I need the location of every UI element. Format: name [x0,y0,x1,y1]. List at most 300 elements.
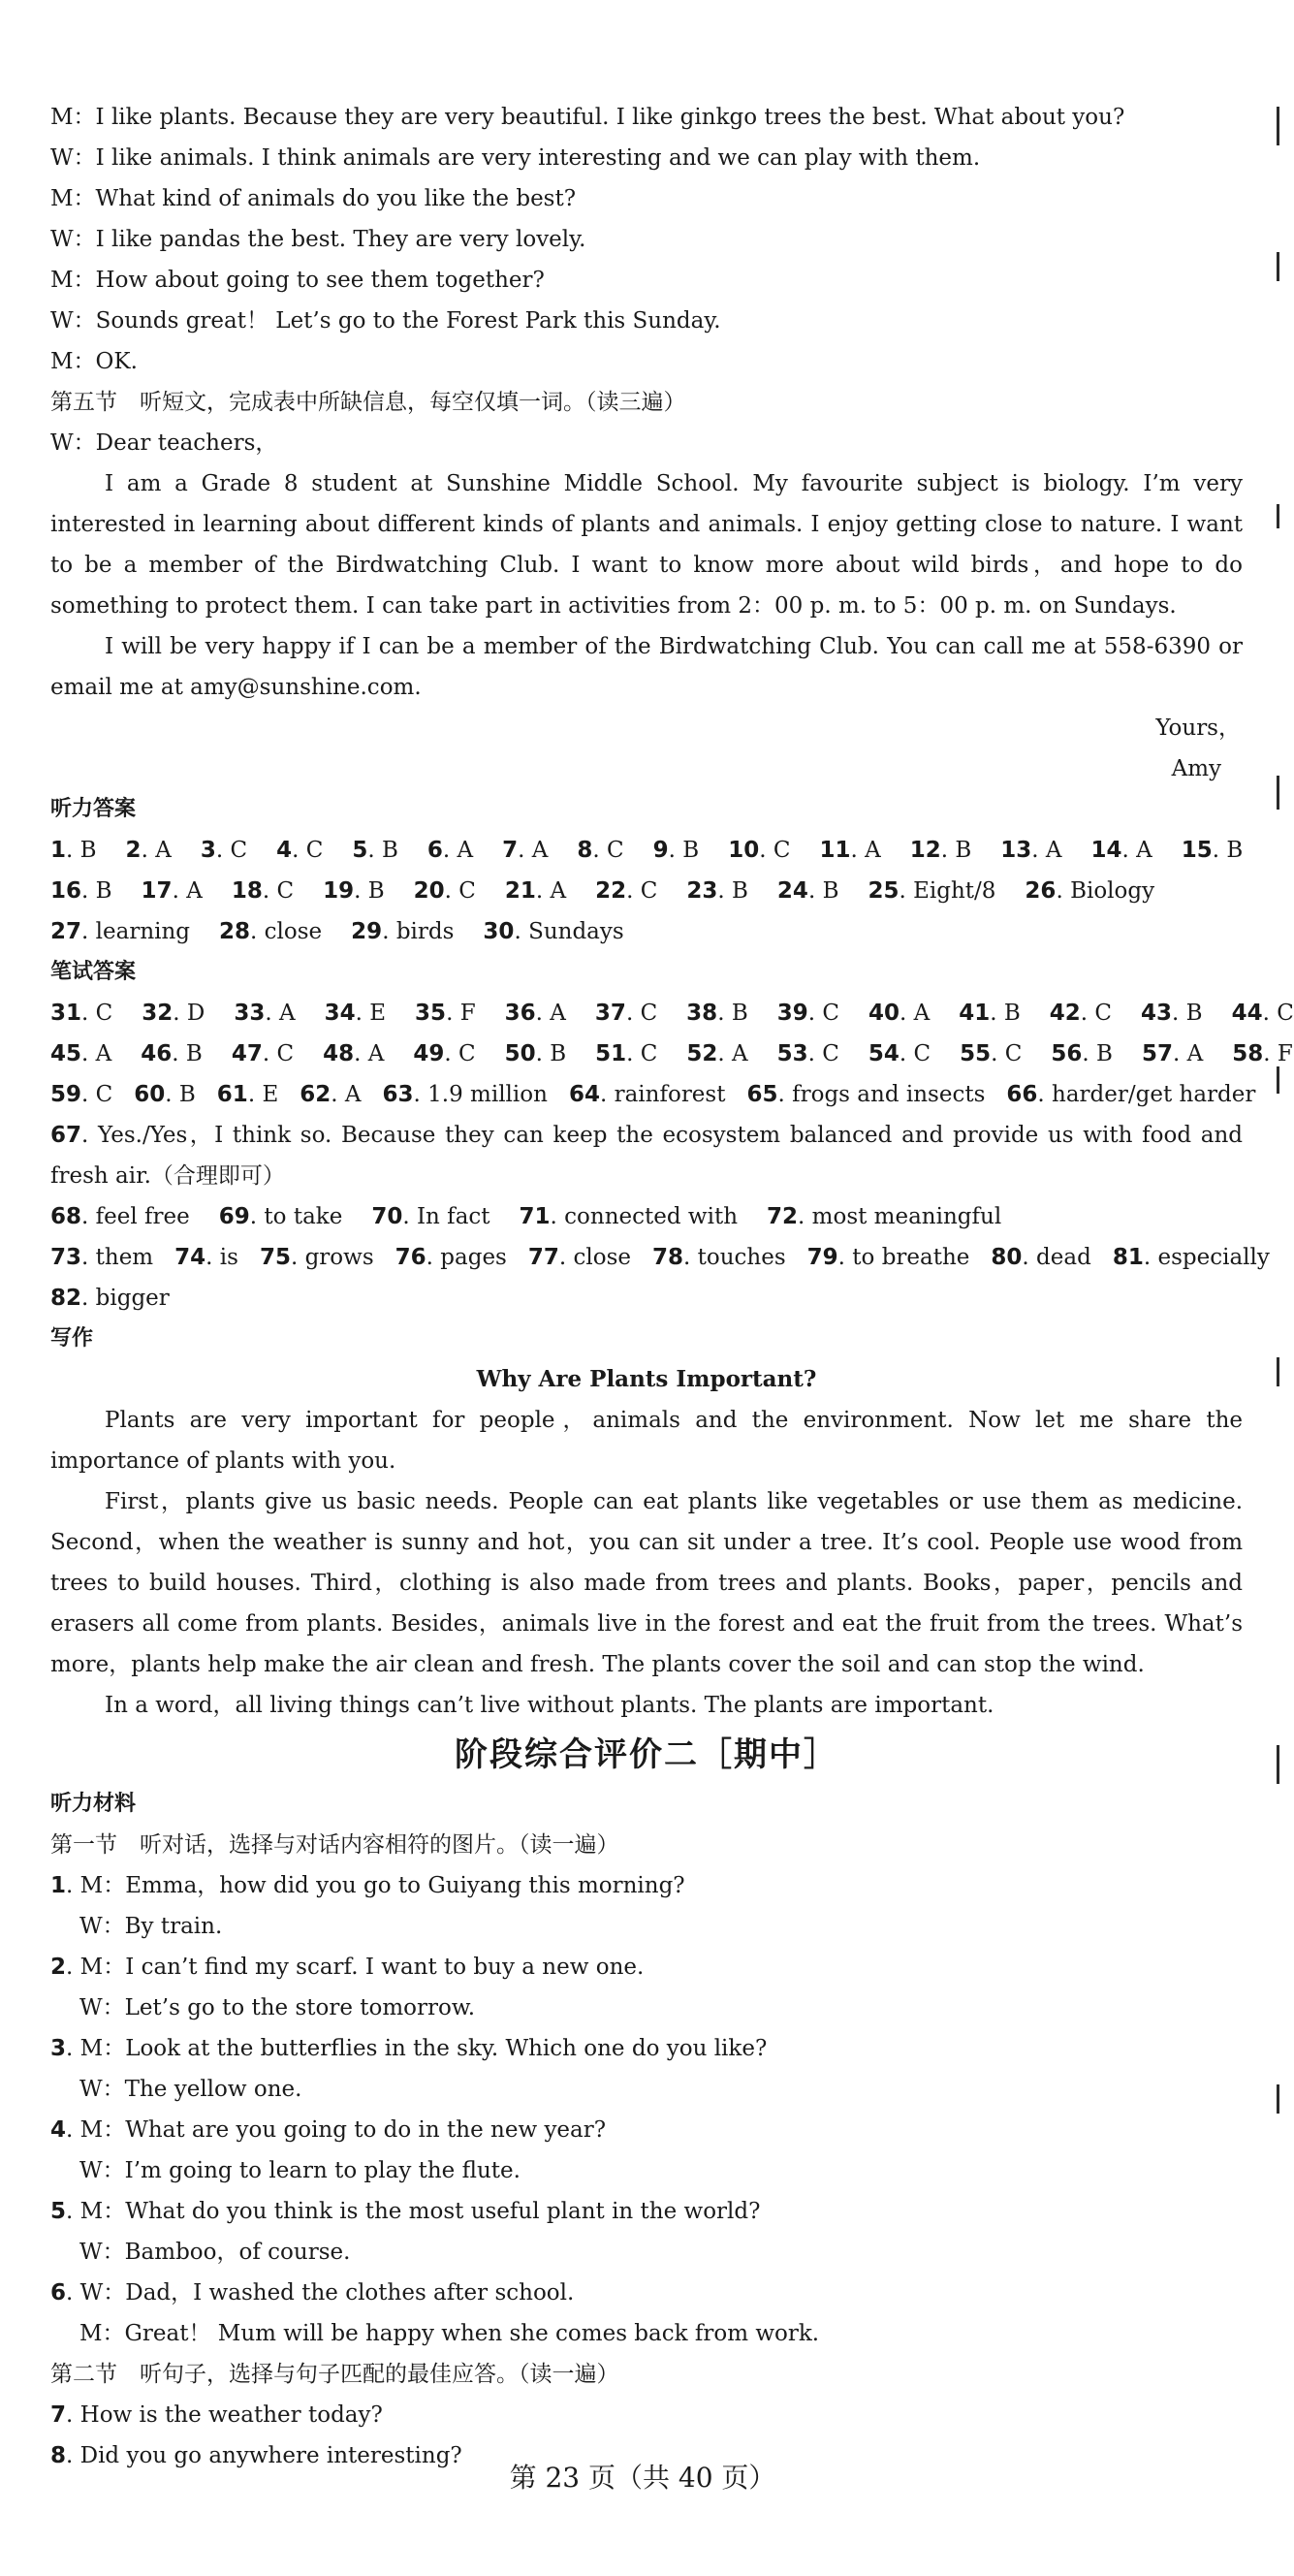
answer-number: 72 [767,1204,799,1229]
answer-row [50,993,1294,1034]
answer-text: F [459,1001,476,1026]
answer-item: 60. B [134,1082,196,1107]
answer-text: A [457,838,474,863]
dialogue-line: M：OK. [50,349,138,374]
answer-item: 36. A [504,1001,566,1026]
answer-number: 38 [686,1001,718,1026]
answer-text: A [531,838,549,863]
answer-text: Eight/8 [913,878,996,904]
answer-number: 81 [1112,1245,1144,1270]
answer-item: 33. A [234,1001,296,1026]
item-number: 4 [50,2117,67,2143]
dialogue-item-line: 6. W：Dad，I washed the clothes after school. [50,2280,575,2306]
dialogue-text: M：What are you going to do in the new year? [79,2117,607,2143]
answer-text: learning [95,919,191,944]
answer-number: 31 [50,1001,82,1026]
answer-item: 28. close [219,919,323,944]
answer-number: 8 [577,838,593,863]
answer-number: 66 [1006,1082,1038,1107]
answer-number: 55 [960,1041,992,1066]
answer-text: C [822,1001,839,1026]
answer-number: 71 [519,1204,551,1229]
dialogue-item-line: 5. M：What do you think is the most useful plant in the world? [50,2199,761,2224]
answer-text: most meaningful [811,1204,1002,1229]
answer-number: 45 [50,1041,82,1066]
answer-number: 22 [595,878,627,904]
answer-text: A [550,878,567,904]
item-number: 3 [50,2036,67,2061]
answer-number: 49 [413,1041,445,1066]
essay-paragraph: Plants are very important for people，animals and the environment. Now let me share the importance of plants with you. [50,1408,1243,1474]
answer-text: close [573,1245,631,1270]
answer-text: especially [1157,1245,1270,1270]
answer-text: C [230,838,248,863]
answer-number: 82 [50,1286,82,1311]
answer-number: 61 [216,1082,248,1107]
answer-text: A [1186,1041,1204,1066]
answer-item: 26. Biology [1025,878,1155,904]
answer-text: B [178,1082,196,1107]
answer-item: 32. D [142,1001,205,1026]
answer-number: 40 [868,1001,899,1026]
question-number: 7 [50,2402,67,2428]
answer-number: 26 [1025,878,1057,904]
answer-number: 13 [1000,838,1032,863]
answer-item: 40. A [868,1001,931,1026]
question-text: How is the weather today? [79,2402,383,2428]
letter-paragraph: I will be very happy if I can be a member of the Birdwatching Club. You can call me at 558-6390 or email me at amy@sunshine.com. [50,634,1243,700]
answer-item: 18. C [231,878,295,904]
answer-row [50,830,1243,871]
answer-text: close [264,919,323,944]
answer-text: B [1226,838,1244,863]
answer-text: B [1096,1041,1113,1066]
answer-item: 50. B [504,1041,567,1066]
answer-item: 23. B [686,878,748,904]
dialogue-item-line: 4. M：What are you going to do in the new year? [50,2117,607,2143]
answer-item: 70. In fact [371,1204,490,1229]
answer-item: 15. B [1181,838,1244,863]
answer-number: 29 [351,919,383,944]
answer-item: 41. B [959,1001,1021,1026]
answer-text: harder/get harder [1052,1082,1256,1107]
answer-number: 24 [776,878,808,904]
answer-item: 82. bigger [50,1286,170,1311]
answer-text: touches [697,1245,786,1270]
answer-number: 68 [50,1204,82,1229]
answer-item: 38. B [686,1001,748,1026]
answer-number: 33 [234,1001,266,1026]
answer-number: 12 [909,838,941,863]
answer-number: 2 [125,838,142,863]
answer-item: 25. Eight/8 [868,878,996,904]
answer-number: 52 [686,1041,718,1066]
binding-edge-decoration [1260,97,1285,2230]
answer-text: C [458,878,476,904]
answer-item: 58. F [1232,1041,1293,1066]
part1-title: 第一节 听对话，选择与对话内容相符的图片。（读一遍） [50,1832,619,1858]
answer-item: 31. C [50,1001,113,1026]
answer-item: 39. C [776,1001,839,1026]
answer-text: A [367,1041,385,1066]
answer-text: Yes./Yes，I think so. Because they can keep the ecosystem balanced and provide us with food and fresh air.（合理即可） [50,1123,1243,1189]
letter-closing: Yours， [1155,716,1241,741]
answer-text: C [773,838,791,863]
dialogue-item-line: 1. M：Emma，how did you go to Guiyang this morning? [50,1873,685,1898]
answer-row [50,1074,1256,1115]
answer-number: 42 [1049,1001,1081,1026]
answer-text: frogs and insects [792,1082,986,1107]
answer-item: 37. C [594,1001,658,1026]
answer-number: 20 [413,878,445,904]
answer-text: grows [304,1245,374,1270]
answer-text: connected with [564,1204,739,1229]
answer-number: 64 [568,1082,600,1107]
answer-number: 39 [776,1001,808,1026]
answer-text: A [1045,838,1062,863]
writing-heading: 写作 [50,1326,94,1351]
answer-text: C [458,1041,476,1066]
answer-item: 73. them [50,1245,154,1270]
answer-number: 6 [426,838,443,863]
answer-number: 54 [868,1041,899,1066]
answer-text: B [550,1041,567,1066]
answer-text: 1.9 million [427,1082,548,1107]
answer-item: 77. close [527,1245,631,1270]
answer-item: 75. grows [259,1245,374,1270]
answer-item: 8. C [577,838,624,863]
answer-text: C [276,1041,295,1066]
answer-text: D [186,1001,205,1026]
answer-number: 44 [1231,1001,1263,1026]
answer-item: 13. A [1000,838,1062,863]
answer-number: 16 [50,878,82,904]
answer-number: 50 [504,1041,536,1066]
answer-number: 34 [324,1001,356,1026]
answer-number: 57 [1141,1041,1173,1066]
answer-text: C [640,1001,658,1026]
item-number: 2 [50,1955,67,1980]
answer-row [50,1237,1270,1278]
answer-item: 80. dead [991,1245,1091,1270]
answer-number: 35 [415,1001,447,1026]
answer-text: C [276,878,295,904]
answer-text: dead [1036,1245,1091,1270]
answer-number: 10 [728,838,760,863]
answer-text: C [640,878,658,904]
letter-signature: Amy [1171,756,1221,781]
answer-number: 79 [806,1245,838,1270]
answer-item: 24. B [776,878,839,904]
answer-item: 63. 1.9 million [382,1082,548,1107]
question-text: Did you go anywhere interesting? [79,2443,462,2468]
answer-text: F [1277,1041,1293,1066]
answer-number: 36 [504,1001,536,1026]
essay-paragraph: First，plants give us basic needs. People can eat plants like vegetables or use them as medicine. Second，when the weather is sunny and hot，you can sit under a tree. It’s cool. People use wood from trees to build houses. Third，clothing is also made from trees and plants. Books，paper，pencils and erasers all come from plants. Besides，animals live in the forest and eat the fruit from the trees. What’s more，plants help make the air clean and fresh. The plants cover the soil and can stop the wind. [50,1489,1243,1677]
answer-number: 23 [686,878,718,904]
answer-item: 20. C [413,878,476,904]
answer-item: 65. frogs and insects [746,1082,986,1107]
answer-text: bigger [95,1286,170,1311]
answer-number: 37 [594,1001,626,1026]
answer-text: Biology [1070,878,1155,904]
answer-item: 69. to take [218,1204,343,1229]
midterm-section-title: 阶段综合评价二［期中］ [455,1735,838,1774]
dialogue-line: M：What kind of animals do you like the best? [50,186,577,211]
answer-number: 48 [323,1041,355,1066]
answer-text: C [1277,1001,1294,1026]
answer-text: B [955,838,972,863]
answer-text: A [865,838,881,863]
answer-item: 27. learning [50,919,191,944]
answer-text: birds [395,919,455,944]
answer-number: 56 [1051,1041,1083,1066]
dialogue-text: M：I can’t find my scarf. I want to buy a new one. [79,1955,645,1980]
answer-text: C [607,838,624,863]
answer-number: 77 [527,1245,559,1270]
answer-number: 18 [231,878,263,904]
answer-item: 49. C [413,1041,476,1066]
answer-number: 53 [776,1041,808,1066]
answer-text: Sundays [528,919,624,944]
essay-title: Why Are Plants Important? [476,1366,817,1392]
answer-number: 74 [174,1245,206,1270]
answer-item: 61. E [216,1082,279,1107]
answer-item: 68. feel free [50,1204,190,1229]
answer-number: 21 [504,878,536,904]
page-footer: 第 23 页（共 40 页） [509,2462,776,2494]
answer-number: 73 [50,1245,82,1270]
letter-paragraph: I am a Grade 8 student at Sunshine Middle School. My favourite subject is biology. I’m very interested in learning about different kinds of plants and animals. I enjoy getting close to nature. I want to be a member of the Birdwatching Club. I want to know more about wild birds，and hope to do something to protect them. I can take part in activities from 2：00 p. m. to 5：00 p. m. on Sundays. [50,471,1243,619]
dialogue-line: W：I like animals. I think animals are very interesting and we can play with them. [50,145,981,171]
answer-text: C [95,1001,113,1026]
answer-text: them [95,1245,154,1270]
answer-item: 74. is [174,1245,238,1270]
answer-text: is [219,1245,238,1270]
answer-number: 32 [142,1001,174,1026]
dialogue-item-line: 3. M：Look at the butterflies in the sky. Which one do you like? [50,2036,768,2061]
answer-item: 51. C [595,1041,658,1066]
dialogue-line: W：Sounds great！ Let’s go to the Forest Park this Sunday. [50,308,721,334]
dialogue-text: M：Look at the butterflies in the sky. Which one do you like? [79,2036,768,2061]
section5-title: 第五节 听短文，完成表中所缺信息，每空仅填一词。（读三遍） [50,390,686,415]
written-answers-heading: 笔试答案 [50,960,137,984]
answer-text: to breathe [852,1245,970,1270]
answer-item: 12. B [909,838,972,863]
answer-item: 14. A [1090,838,1152,863]
answer-item: 45. A [50,1041,112,1066]
dialogue-item-line: 2. M：I can’t find my scarf. I want to buy a new one. [50,1955,645,1980]
dialogue-item-reply: W：Let’s go to the store tomorrow. [79,1995,476,2020]
answer-text: C [640,1041,658,1066]
dialogue-text: M：What do you think is the most useful plant in the world? [79,2199,761,2224]
essay-paragraph: In a word，all living things can’t live without plants. The plants are important. [105,1693,994,1718]
answer-item: 34. E [324,1001,387,1026]
answer-text: B [1185,1001,1203,1026]
answer-item: 66. harder/get harder [1006,1082,1256,1107]
answer-text: C [95,1082,113,1107]
answer-text: C [1004,1041,1023,1066]
answer-item: 79. to breathe [806,1245,970,1270]
answer-item: 64. rainforest [568,1082,726,1107]
dialogue-item-reply: M：Great！ Mum will be happy when she comes back from work. [79,2321,820,2346]
answer-text: A [732,1041,748,1066]
answer-item: 6. A [426,838,474,863]
answer-text: to take [264,1204,343,1229]
answer-item: 11. A [819,838,881,863]
answer-number: 30 [483,919,515,944]
answer-item: 35. F [415,1001,476,1026]
answer-text: B [822,878,839,904]
question-7: 7. How is the weather today? [50,2402,383,2428]
answer-row [50,871,1243,911]
answer-number: 7 [502,838,519,863]
answer-text: A [95,1041,112,1066]
answer-number: 4 [276,838,293,863]
answer-text: E [369,1001,387,1026]
item-number: 5 [50,2199,67,2224]
answer-item: 81. especially [1112,1245,1270,1270]
answer-item: 59. C [50,1082,113,1107]
answer-number: 59 [50,1082,82,1107]
dialogue-items [50,1865,1243,2354]
answer-item: 1. B [50,838,97,863]
answer-number: 3 [200,838,216,863]
answer-text: B [381,838,398,863]
answer-text: In fact [416,1204,490,1229]
dialogue-text: M：Emma，how did you go to Guiyang this morning? [79,1873,685,1898]
answer-number: 62 [300,1082,331,1107]
answer-item: 30. Sundays [483,919,624,944]
answer-item: 5. B [352,838,398,863]
answer-text: C [305,838,324,863]
answer-row [50,1196,1243,1237]
answer-number: 25 [868,878,899,904]
answer-number: 51 [595,1041,627,1066]
page-content [50,97,1294,2476]
answer-number: 1 [50,838,67,863]
answer-item: 48. A [323,1041,385,1066]
answer-number: 60 [134,1082,166,1107]
answer-number: 17 [141,878,173,904]
answer-item: 10. C [728,838,791,863]
answer-number: 11 [819,838,851,863]
question-number: 8 [50,2443,67,2468]
answer-text: C [822,1041,839,1066]
answer-text: A [913,1001,931,1026]
answer-item: 55. C [960,1041,1023,1066]
answer-number: 58 [1232,1041,1264,1066]
answer-item: 22. C [595,878,658,904]
answer-item: 4. C [276,838,324,863]
answer-number: 15 [1181,838,1213,863]
letter-greeting: W：Dear teachers， [50,430,278,456]
answer-text: A [1136,838,1152,863]
dialogue-line: M：I like plants. Because they are very beautiful. I like ginkgo trees the best. What about you? [50,105,1125,130]
answer-number: 67 [50,1123,82,1148]
answer-number: 27 [50,919,82,944]
dialogue-item-reply: W：By train. [79,1914,223,1939]
answer-text: rainforest [614,1082,726,1107]
dialogue-item-reply: W：I’m going to learn to play the flute. [79,2158,521,2183]
answer-row [50,911,1243,952]
answer-number: 75 [259,1245,291,1270]
answer-text: A [186,878,203,904]
answer-text: B [732,878,748,904]
answer-text: C [913,1041,931,1066]
answer-number: 63 [382,1082,414,1107]
answer-text: E [262,1082,279,1107]
dialogue-item-reply: W：Bamboo，of course. [79,2240,351,2265]
question-8: 8. Did you go anywhere interesting? [50,2443,462,2468]
answer-item: 19. B [323,878,385,904]
answer-text: pages [440,1245,507,1270]
answer-67: 67. Yes./Yes，I think so. Because they can keep the ecosystem balanced and provide us with food and fresh air.（合理即可） [50,1123,1243,1189]
dialogue-text: W：Dad，I washed the clothes after school. [79,2280,575,2306]
dialogue-block [50,97,1243,382]
answer-number: 5 [352,838,368,863]
answer-item: 42. C [1049,1001,1113,1026]
answer-item: 57. A [1141,1041,1204,1066]
item-number: 1 [50,1873,67,1898]
answer-number: 41 [959,1001,991,1026]
answer-item: 21. A [504,878,567,904]
answer-item: 9. B [652,838,700,863]
listening-materials-heading: 听力材料 [50,1792,137,1816]
answer-row [50,1034,1293,1074]
answer-number: 46 [141,1041,173,1066]
answer-text: B [185,1041,203,1066]
answer-number: 76 [395,1245,426,1270]
answer-text: A [278,1001,296,1026]
answer-item: 7. A [502,838,549,863]
answer-number: 78 [652,1245,684,1270]
answer-item: 76. pages [395,1245,507,1270]
answer-item: 46. B [141,1041,203,1066]
answer-item: 71. connected with [519,1204,739,1229]
answer-number: 14 [1090,838,1122,863]
answer-text: feel free [95,1204,190,1229]
listening-answers-heading: 听力答案 [50,797,137,821]
answer-item: 29. birds [351,919,455,944]
dialogue-item-reply: W：The yellow one. [79,2077,302,2102]
answer-number: 28 [219,919,251,944]
answer-number: 70 [371,1204,403,1229]
answer-item: 44. C [1231,1001,1294,1026]
answer-text: B [95,878,112,904]
answer-item: 78. touches [652,1245,786,1270]
dialogue-line: W：I like pandas the best. They are very lovely. [50,227,586,252]
answer-item: 53. C [776,1041,839,1066]
answer-text: A [155,838,172,863]
answer-item: 2. A [125,838,172,863]
dialogue-line: M：How about going to see them together? [50,268,545,293]
answer-text: B [79,838,97,863]
answer-text: B [731,1001,748,1026]
item-number: 6 [50,2280,67,2306]
answer-row [50,1278,1243,1319]
answer-item: 54. C [868,1041,931,1066]
answer-item: 72. most meaningful [767,1204,1002,1229]
answer-text: A [550,1001,566,1026]
part2-title: 第二节 听句子，选择与句子匹配的最佳应答。（读一遍） [50,2362,619,2387]
answer-text: B [367,878,385,904]
answer-item: 17. A [141,878,203,904]
answer-item: 16. B [50,878,112,904]
answer-item: 56. B [1051,1041,1113,1066]
answer-text: A [344,1082,362,1107]
answer-item: 52. A [686,1041,748,1066]
